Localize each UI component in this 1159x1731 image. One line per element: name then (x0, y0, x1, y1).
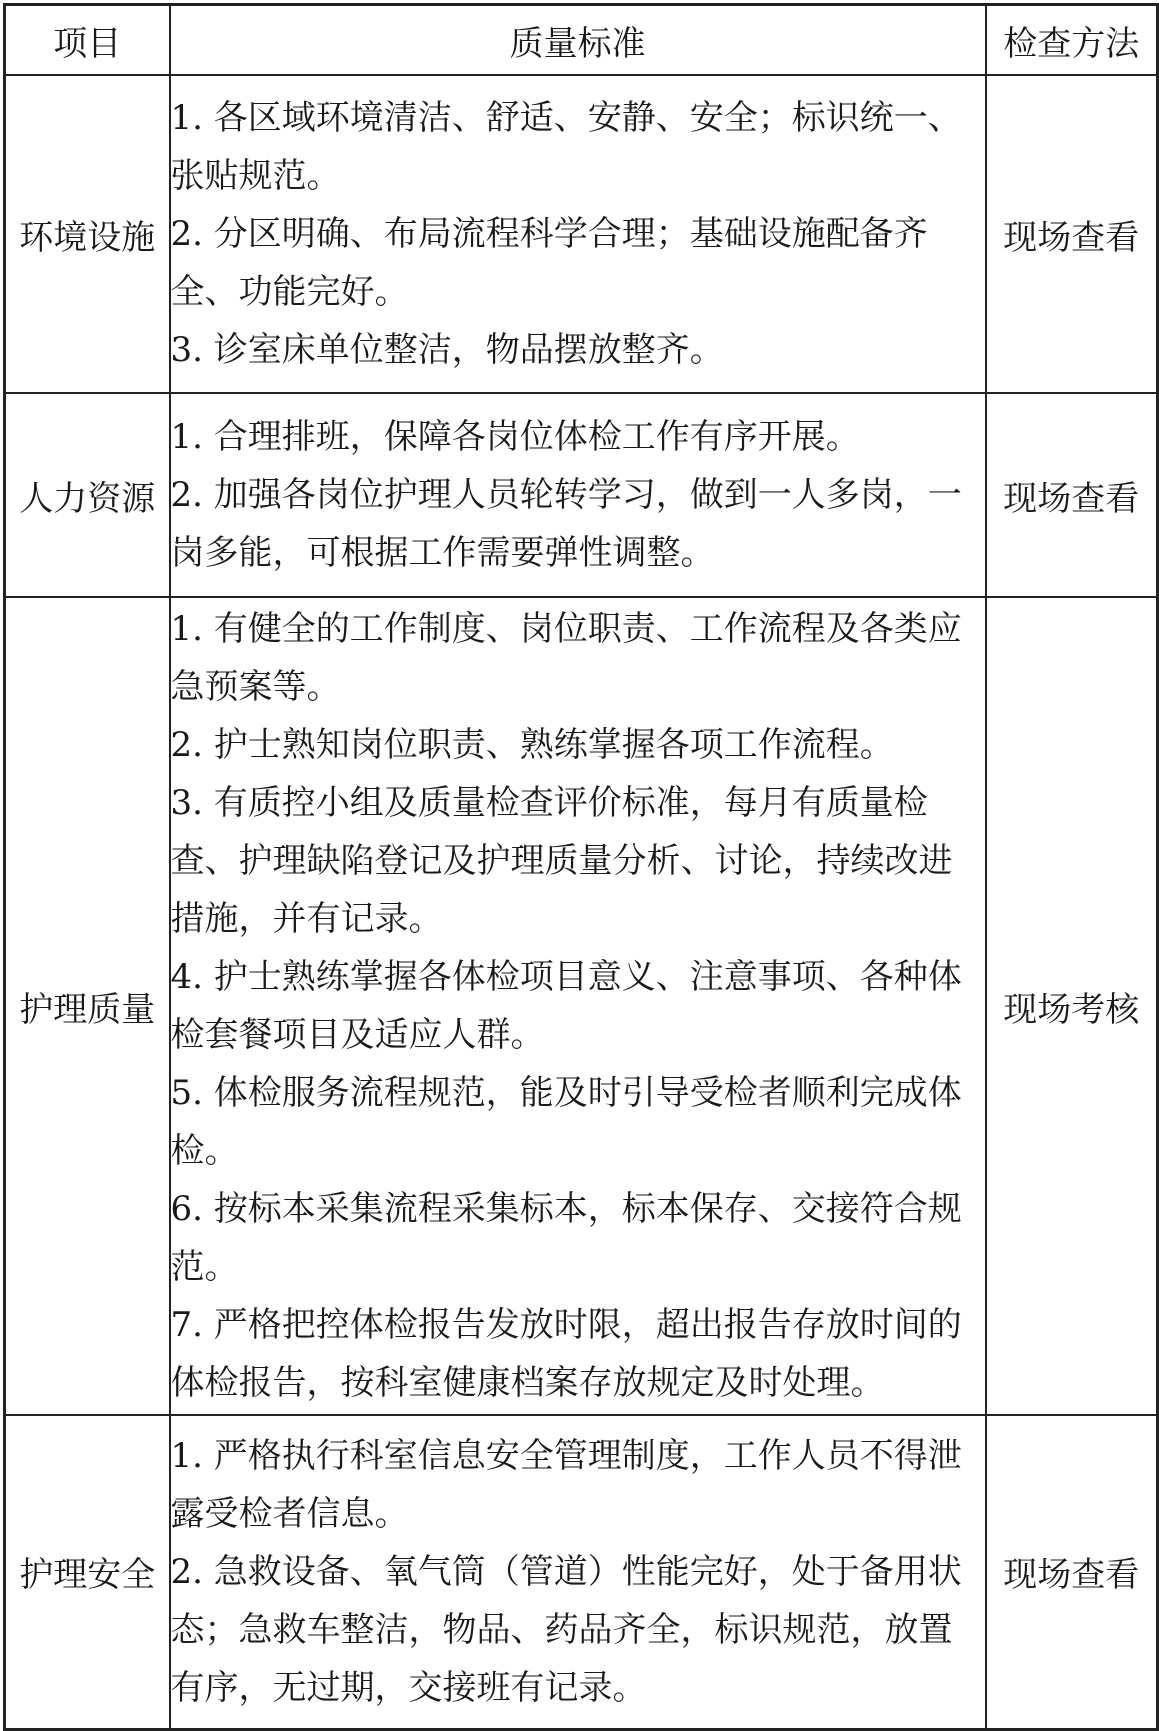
standard-line: 2. 护士熟知岗位职责、熟练掌握各项工作流程。 (170, 725, 894, 765)
standard-line: 7. 严格把控体检报告发放时限，超出报告存放时间的体检报告，按科室健康档案存放规定及时处理。 (170, 1305, 962, 1403)
row-item: 护理安全 (5, 1415, 170, 1729)
standard-line: 5. 体检服务流程规范，能及时引导受检者顺利完成体检。 (170, 1073, 962, 1171)
standard-line: 1. 各区域环境清洁、舒适、安静、安全；标识统一、张贴规范。 (170, 98, 962, 196)
header-standard: 质量标准 (170, 5, 986, 76)
table-row (5, 1415, 1158, 1729)
header-method: 检查方法 (986, 5, 1158, 76)
table-row (5, 75, 1158, 393)
standard-line: 1. 严格执行科室信息安全管理制度，工作人员不得泄露受检者信息。 (170, 1435, 962, 1534)
header-row (5, 5, 1158, 76)
header-item: 项目 (5, 5, 170, 76)
row-item: 环境设施 (5, 75, 170, 393)
table-row (5, 393, 1158, 597)
row-standards (170, 1415, 986, 1729)
standard-line: 1. 有健全的工作制度、岗位职责、工作流程及各类应急预案等。 (170, 609, 962, 707)
standard-line: 3. 诊室床单位整洁，物品摆放整齐。 (170, 330, 724, 370)
row-method: 现场查看 (986, 1415, 1158, 1729)
row-item: 人力资源 (5, 393, 170, 597)
table-row (5, 597, 1158, 1415)
row-standards (170, 75, 986, 393)
standard-line: 4. 护士熟练掌握各体检项目意义、注意事项、各种体检套餐项目及适应人群。 (170, 957, 962, 1055)
standard-line: 2. 分区明确、布局流程科学合理；基础设施配备齐全、功能完好。 (170, 214, 928, 312)
standard-line: 1. 合理排班，保障各岗位体检工作有序开展。 (170, 417, 860, 457)
row-standards (170, 597, 986, 1415)
row-standards (170, 393, 986, 597)
standard-line: 3. 有质控小组及质量检查评价标准，每月有质量检查、护理缺陷登记及护理质量分析、讨论，持续改进措施，并有记录。 (170, 783, 953, 939)
standard-line: 2. 急救设备、氧气筒（管道）性能完好，处于备用状态；急救车整洁，物品、药品齐全，标识规范，放置有序，无过期，交接班有记录。 (170, 1551, 962, 1708)
standard-line: 6. 按标本采集流程采集标本，标本保存、交接符合规范。 (170, 1189, 962, 1287)
row-method: 现场查看 (986, 75, 1158, 393)
row-method: 现场考核 (986, 597, 1158, 1415)
quality-standard-table (3, 3, 1159, 1731)
row-method: 现场查看 (986, 393, 1158, 597)
standard-line: 2. 加强各岗位护理人员轮转学习，做到一人多岗，一岗多能，可根据工作需要弹性调整。 (170, 475, 962, 573)
row-item: 护理质量 (5, 597, 170, 1415)
